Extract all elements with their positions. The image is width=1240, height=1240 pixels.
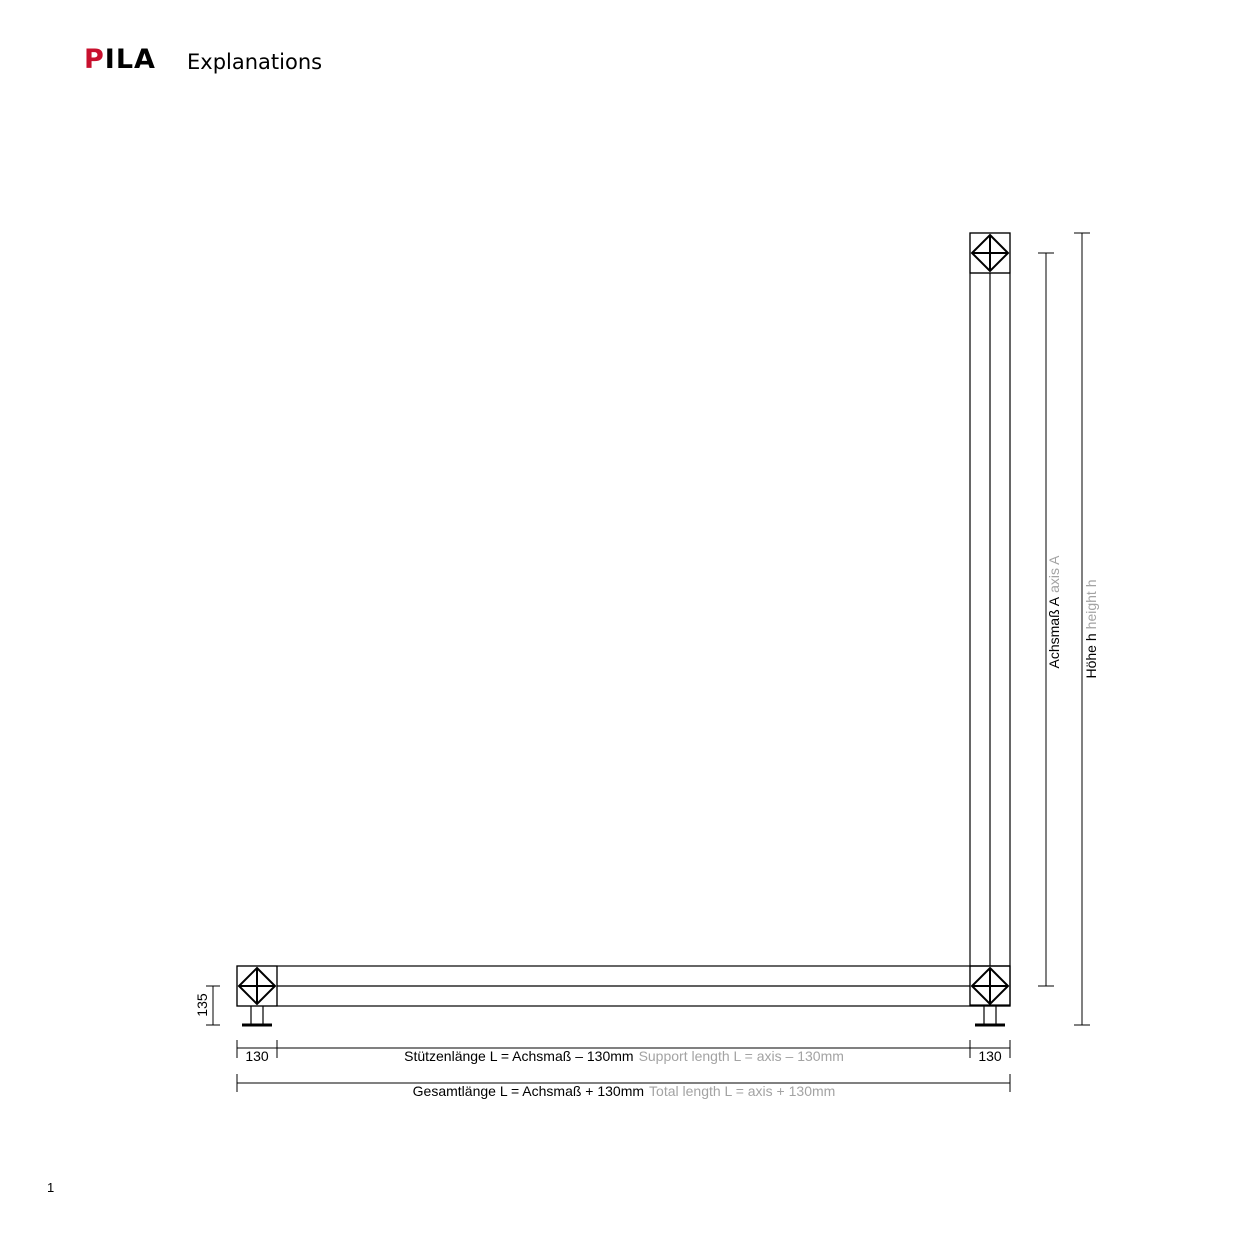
corner-connector-node	[970, 966, 1010, 1006]
label-total-length	[413, 1083, 836, 1099]
brand-logo-text: ILA	[104, 44, 156, 75]
brand-logo-accent-letter: P	[84, 44, 105, 75]
horizontal-beam	[237, 966, 1010, 1006]
label-end-left: 130	[245, 1048, 269, 1064]
label-support-length-de: Stützenlänge L = Achsmaß – 130mm	[404, 1048, 634, 1064]
page-title: Explanations	[187, 50, 323, 74]
label-total-length-de: Gesamtlänge L = Achsmaß + 130mm	[412, 1083, 645, 1099]
left-connector-node	[237, 966, 277, 1006]
page-number: 1	[47, 1180, 55, 1195]
label-support-length-en: Support length L = axis – 130mm	[638, 1048, 844, 1064]
top-connector-node	[970, 233, 1010, 273]
vertical-post	[970, 233, 1010, 1005]
label-height-de: Höhe h	[1083, 633, 1099, 679]
label-height-en: height h	[1083, 579, 1099, 630]
label-foot-height: 135	[194, 993, 210, 1017]
label-axis-en: axis A	[1046, 555, 1062, 593]
left-foot	[242, 1006, 272, 1025]
label-support-length	[404, 1048, 844, 1064]
label-axis-de: Achsmaß A	[1046, 596, 1062, 669]
label-axis	[1046, 555, 1062, 669]
label-height	[1083, 580, 1099, 679]
label-total-length-en: Total length L = axis + 130mm	[649, 1083, 836, 1099]
label-end-right: 130	[978, 1048, 1002, 1064]
right-foot	[975, 1006, 1005, 1025]
